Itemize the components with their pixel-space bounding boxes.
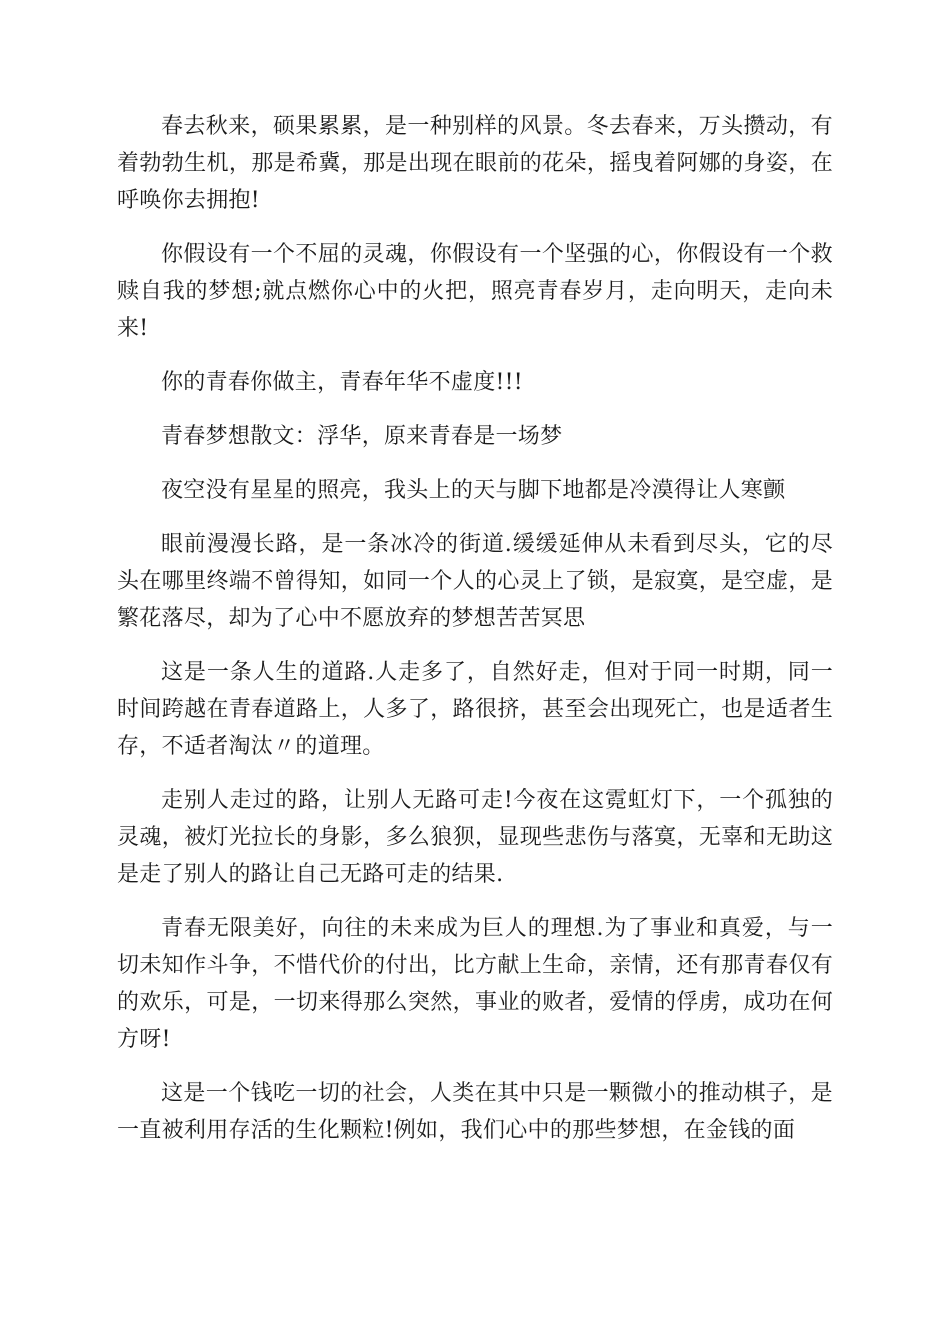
paragraph-9: 青春无限美好，向往的未来成为巨人的理想.为了事业和真爱，与一切未知作斗争，不惜代价的付出，比方献上生命，亲情，还有那青春仅有的欢乐，可是，一切来得那么突然，事业的败者，爱情的俘虏，成功在何方呀!: [117, 916, 833, 1052]
paragraph-8: 走别人走过的路，让别人无路可走!今夜在这霓虹灯下，一个孤独的灵魂，被灯光拉长的身影，多么狼狈，显现些悲伤与落寞，无辜和无助这是走了别人的路让自己无路可走的结果.: [117, 788, 833, 887]
paragraph-5: 夜空没有星星的照亮，我头上的天与脚下地都是冷漠得让人寒颤: [161, 478, 786, 503]
paragraph-10: 这是一个钱吃一切的社会，人类在其中只是一颗微小的推动棋子，是一直被利用存活的生化颗粒!例如，我们心中的那些梦想，在金钱的面: [117, 1081, 833, 1143]
paragraph-6: 眼前漫漫长路，是一条冰冷的街道.缓缓延伸从未看到尽头，它的尽头在哪里终端不曾得知，如同一个人的心灵上了锁，是寂寞，是空虚，是繁花落尽，却为了心中不愿放弃的梦想苦苦冥思: [117, 532, 833, 631]
paragraph-7: 这是一条人生的道路.人走多了，自然好走，但对于同一时期，同一时间跨越在青春道路上，人多了，路很挤，甚至会出现死亡，也是适者生存，不适者淘汰〃的道理。: [117, 660, 833, 759]
paragraph-4-heading: 青春梦想散文：浮华，原来青春是一场梦: [161, 424, 563, 449]
paragraph-2: 你假设有一个不屈的灵魂，你假设有一个坚强的心，你假设有一个救赎自我的梦想;就点燃你心中的火把，照亮青春岁月，走向明天，走向未来!: [117, 242, 833, 341]
document-page: [117, 108, 833, 1166]
paragraph-1: 春去秋来，硕果累累，是一种别样的风景。冬去春来，万头攒动，有着勃勃生机，那是希冀，那是出现在眼前的花朵，摇曳着阿娜的身姿，在呼唤你去拥抱!: [117, 114, 833, 213]
paragraph-3: 你的青春你做主，青春年华不虚度!!!: [161, 370, 523, 395]
